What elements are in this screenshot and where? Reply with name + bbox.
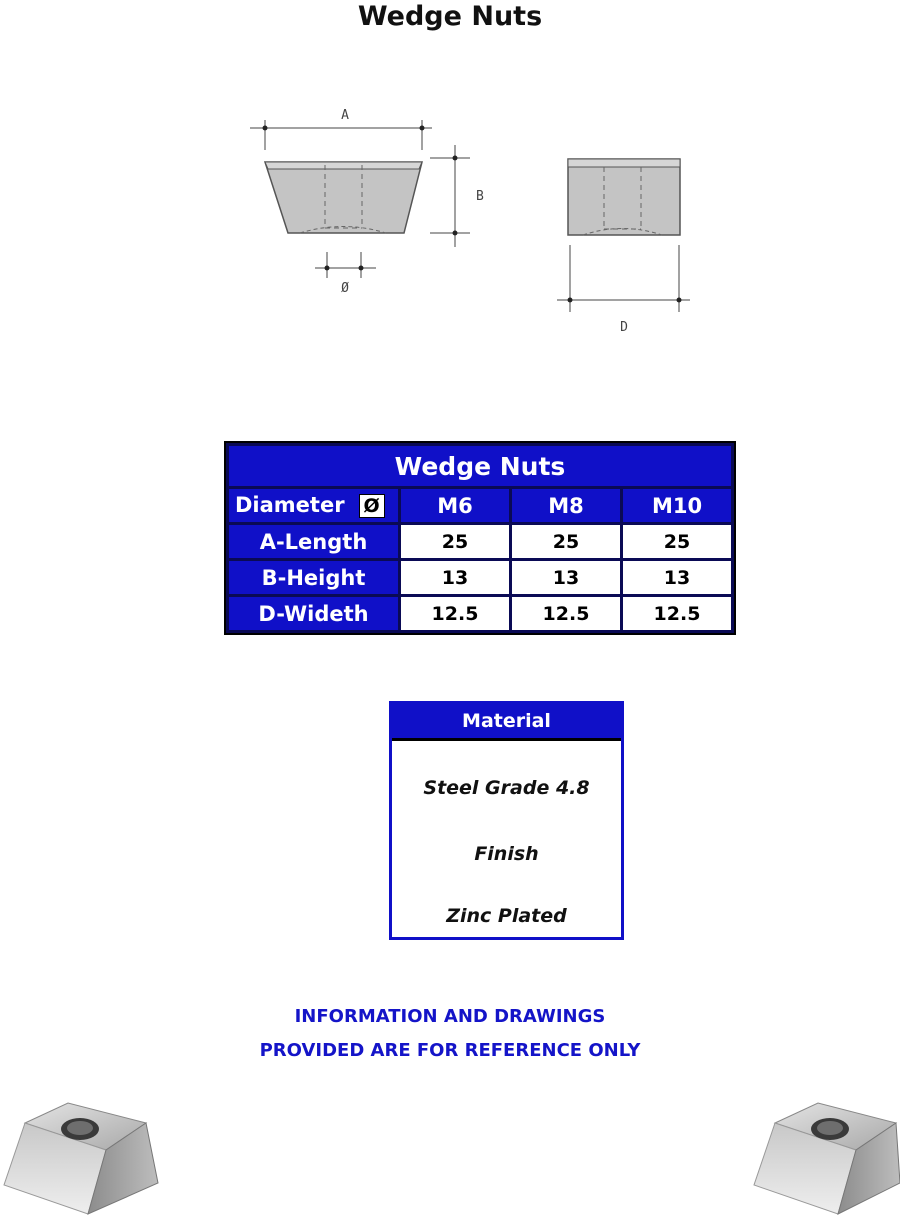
row-label: B-Height xyxy=(229,561,398,594)
dim-d-label: D xyxy=(620,320,628,335)
diameter-label: Diameter xyxy=(235,493,345,517)
row-label: A-Length xyxy=(229,525,398,558)
page-title: Wedge Nuts xyxy=(357,1,543,32)
table-cell: 25 xyxy=(512,525,620,558)
finish-value: Zinc Plated xyxy=(446,905,567,927)
side-view xyxy=(557,159,690,335)
wedge-nut-photo-right xyxy=(754,1103,900,1214)
dim-a-label: A xyxy=(341,108,349,123)
size-header: M10 xyxy=(623,489,731,522)
row-label: D-Wideth xyxy=(229,597,398,630)
table-cell: 13 xyxy=(512,561,620,594)
table-title: Wedge Nuts xyxy=(229,446,731,486)
diameter-symbol: Ø xyxy=(359,494,385,518)
material-grade: Steel Grade 4.8 xyxy=(423,777,590,799)
dim-b-label: B xyxy=(476,189,484,204)
dim-diameter-label: Ø xyxy=(341,281,349,296)
table-cell: 13 xyxy=(401,561,509,594)
table-cell: 13 xyxy=(623,561,731,594)
size-header: M6 xyxy=(401,489,509,522)
material-box xyxy=(389,701,624,940)
size-header: M8 xyxy=(512,489,620,522)
table-row xyxy=(229,561,731,594)
table-row xyxy=(229,525,731,558)
table-cell: 25 xyxy=(401,525,509,558)
front-view xyxy=(250,108,484,296)
table-cell: 12.5 xyxy=(623,597,731,630)
material-header: Material xyxy=(392,704,621,741)
table-cell: 12.5 xyxy=(512,597,620,630)
disclaimer-line-1: INFORMATION AND DRAWINGS xyxy=(294,1006,606,1027)
diameter-header xyxy=(229,489,398,522)
table-cell: 12.5 xyxy=(401,597,509,630)
wedge-nut-photo-left xyxy=(4,1103,158,1214)
disclaimer-line-2: PROVIDED ARE FOR REFERENCE ONLY xyxy=(259,1040,641,1061)
dimensions-table xyxy=(224,441,736,635)
table-cell: 25 xyxy=(623,525,731,558)
finish-label: Finish xyxy=(474,843,539,865)
table-row xyxy=(229,597,731,630)
